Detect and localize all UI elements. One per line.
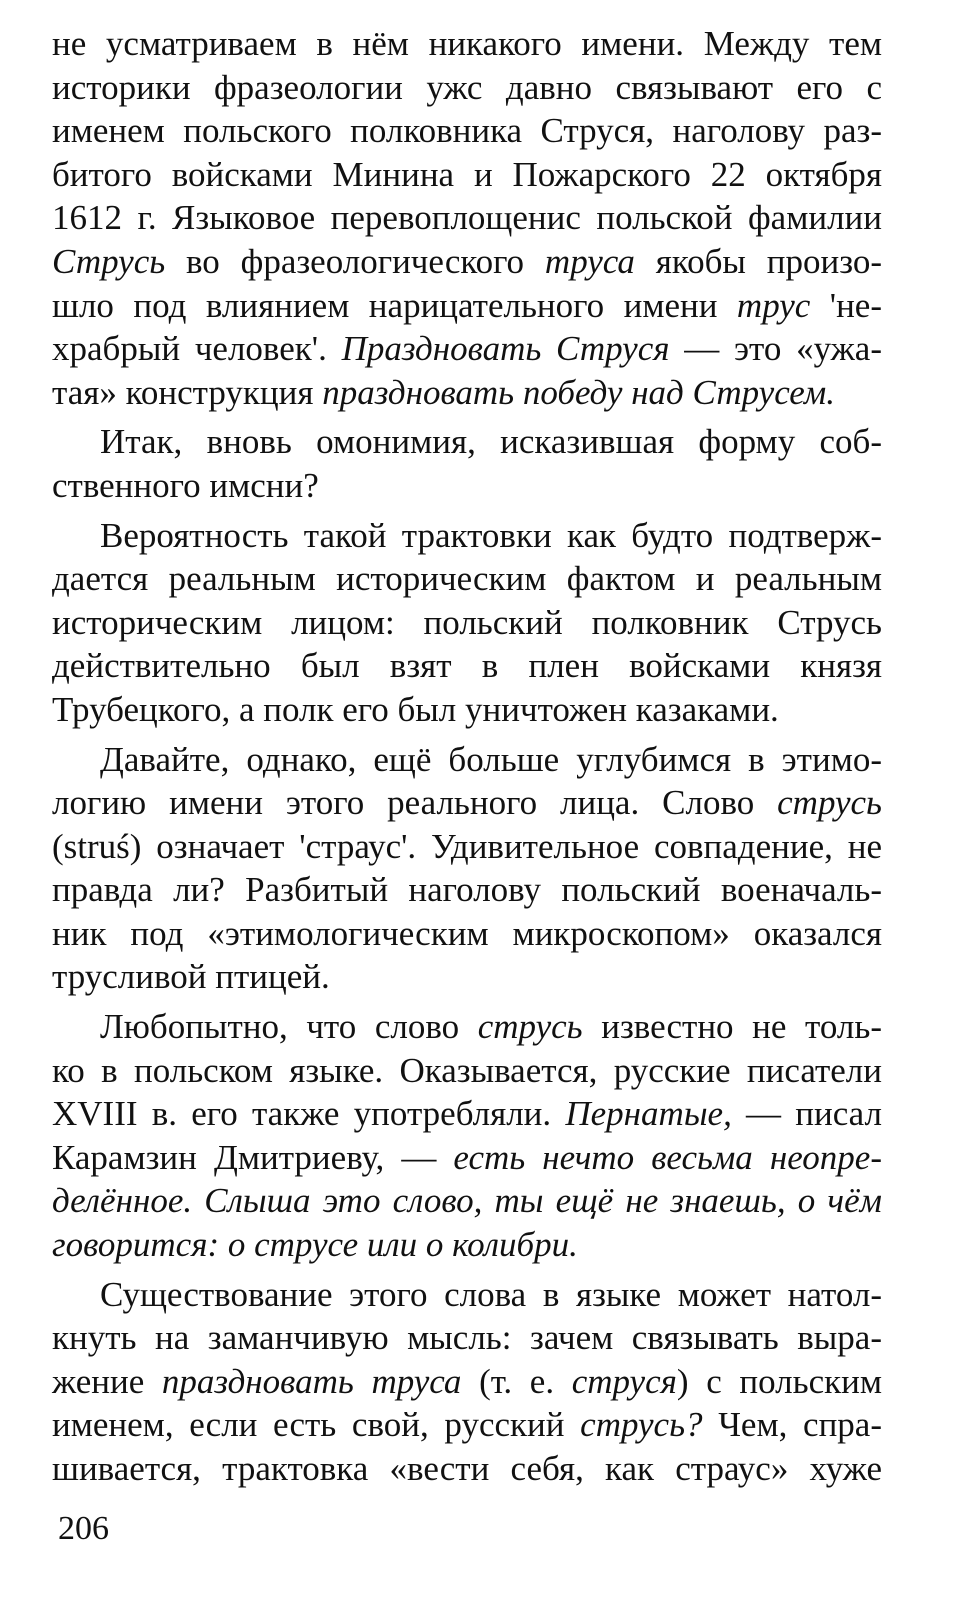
text-run: (struś) означает 'страус'. Удивительное совпадение, не: [52, 826, 882, 866]
italic-text: есть нечто весьма неопре-: [453, 1137, 882, 1177]
text-line: [52, 781, 882, 825]
text-line: [52, 1049, 882, 1093]
text-run: храбрый человек'.: [52, 329, 342, 369]
italic-text: праздновать труса: [161, 1361, 462, 1401]
text-run: не усматриваем в нём никакого имени. Между тем: [52, 24, 882, 63]
text-line: [52, 1136, 882, 1180]
text-run: Вероятность такой трактовки как будто подтверж-: [100, 515, 882, 555]
text-line: [52, 284, 882, 328]
text-line: [52, 1179, 882, 1223]
text-line: [52, 1273, 882, 1317]
text-line: [52, 1316, 882, 1360]
text-run: — это «ужа-: [669, 329, 882, 369]
text-run: логию имени этого реального лица. Слово: [52, 783, 778, 823]
text-run: дается реальным историческим фактом и реальным: [52, 559, 882, 599]
text-line: [52, 371, 882, 415]
page-number: 206: [58, 1510, 109, 1547]
text-run: Любопытно, что слово: [100, 1007, 478, 1047]
text-line: [52, 109, 882, 153]
text-line: [52, 327, 882, 371]
italic-text: струсь?: [580, 1405, 703, 1445]
text-line: [52, 240, 882, 284]
text-line: [52, 825, 882, 869]
text-run: именем польского полковника Струся, наголову раз-: [52, 111, 882, 151]
text-line: [52, 1447, 882, 1491]
text-run: якобы произо-: [634, 241, 882, 281]
text-run: ственного имсни?: [52, 465, 319, 505]
italic-text: труса: [544, 241, 635, 281]
italic-text: Праздновать Струся: [341, 329, 670, 369]
text-run: Итак, вновь омонимия, исказившая форму соб-: [100, 422, 882, 462]
text-line: [52, 22, 882, 66]
text-line: [52, 955, 882, 999]
italic-text: делённое. Слыша это слово, ты ещё не знаешь, о чём: [52, 1181, 882, 1221]
text-run: кнуть на заманчивую мысль: зачем связывать выра-: [52, 1318, 882, 1358]
italic-text: струся: [571, 1361, 677, 1401]
text-line: [52, 601, 882, 645]
text-run: правда ли? Разбитый наголову польский военачаль-: [52, 870, 882, 910]
text-run: во фразеологического: [165, 241, 545, 281]
text-run: шивается, трактовка «вести себя, как страус» хуже: [52, 1449, 882, 1488]
text-line: [52, 66, 882, 110]
text-run: историки фразеологии ужс давно связывают его с: [52, 67, 882, 107]
text-run: Существование этого слова в языке может натол-: [100, 1274, 882, 1314]
text-line: [52, 1360, 882, 1404]
text-line: [52, 868, 882, 912]
italic-text: говорится: о струсе или о колибри.: [52, 1225, 578, 1265]
italic-text: струсь: [777, 783, 882, 823]
text-run: Давайте, однако, ещё больше углубимся в этимо-: [100, 739, 882, 779]
text-line: [52, 912, 882, 956]
text-run: ник под «этимологическим микроскопом» оказался: [52, 913, 882, 953]
paragraph: [52, 738, 882, 1000]
text-run: именем, если есть свой, русский: [52, 1405, 581, 1445]
text-run: Чем, спра-: [702, 1405, 882, 1445]
text-line: [52, 153, 882, 197]
text-run: ко в польском языке. Оказывается, русские писатели: [52, 1050, 882, 1090]
italic-text: праздновать победу над Струсем.: [322, 372, 836, 412]
text-line: [52, 1005, 882, 1049]
text-line: [52, 514, 882, 558]
paragraph: [52, 420, 882, 507]
paragraph: [52, 1273, 882, 1491]
text-run: ) с польским: [676, 1361, 882, 1401]
text-run: Карамзин Дмитриеву, —: [52, 1137, 454, 1177]
text-run: историческим лицом: польский полковник Струсь: [52, 602, 882, 642]
text-line: [52, 1403, 882, 1447]
text-run: известно не толь-: [582, 1007, 882, 1047]
text-line: [52, 464, 882, 508]
paragraph: [52, 22, 882, 414]
text-line: [52, 420, 882, 464]
text-run: (т. е.: [461, 1361, 572, 1401]
text-run: трусливой птицей.: [52, 957, 330, 997]
italic-text: Струсь: [52, 241, 166, 281]
text-line: [52, 738, 882, 782]
text-run: XVIII в. его также употребляли.: [52, 1094, 566, 1134]
text-line: [52, 196, 882, 240]
text-line: [52, 1223, 882, 1267]
text-run: тая» конструкция: [52, 372, 323, 412]
text-run: битого войсками Минина и Пожарского 22 октября: [52, 154, 882, 194]
text-run: — писал: [731, 1094, 882, 1134]
text-run: шло под влиянием нарицательного имени: [52, 285, 737, 325]
book-page-text: [52, 22, 882, 1491]
text-line: [52, 557, 882, 601]
paragraph: [52, 1005, 882, 1267]
text-run: 1612 г. Языковое перевоплощенис польской фамилии: [52, 198, 882, 238]
paragraph: [52, 514, 882, 732]
text-run: 'не-: [810, 285, 882, 325]
text-run: Трубецкого, а полк его был уничтожен казаками.: [52, 689, 779, 729]
italic-text: Пернатые,: [565, 1094, 732, 1134]
text-line: [52, 688, 882, 732]
italic-text: трус: [736, 285, 811, 325]
text-line: [52, 644, 882, 688]
text-run: действительно был взят в плен войсками князя: [52, 646, 882, 686]
text-run: жение: [52, 1361, 162, 1401]
italic-text: струсь: [477, 1007, 583, 1047]
text-line: [52, 1092, 882, 1136]
